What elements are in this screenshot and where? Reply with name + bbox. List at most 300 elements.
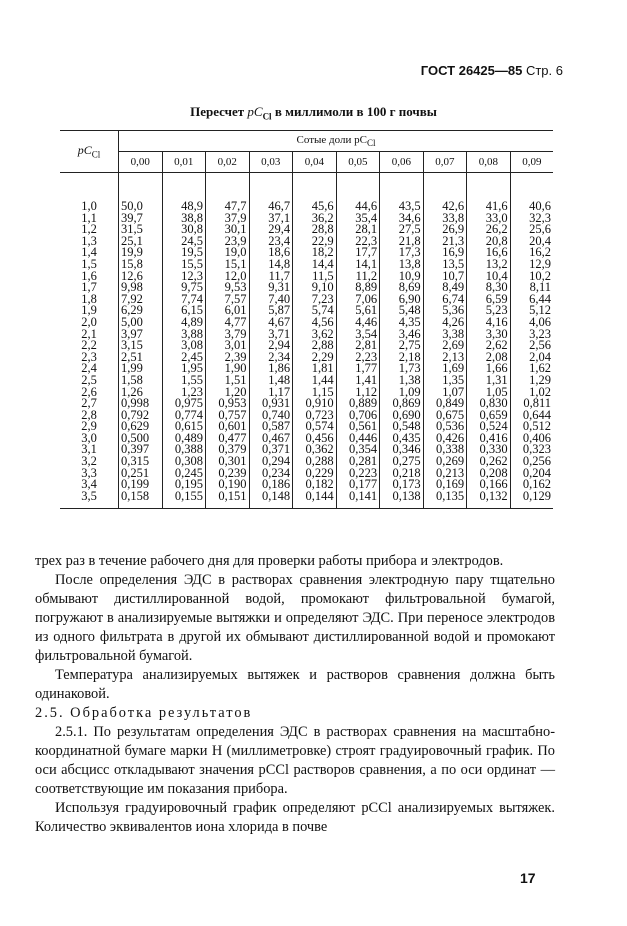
table-cell: 1,81: [293, 363, 337, 375]
table-cell: 4,35: [380, 317, 424, 329]
table-cell: 8,89: [336, 282, 380, 294]
table-cell: 46,7: [249, 173, 293, 213]
row-header-symbol: pC: [77, 143, 92, 158]
column-header: 0,02: [206, 152, 250, 173]
table-cell: 2,81: [336, 340, 380, 352]
table-cell: 1,95: [162, 363, 206, 375]
table-cell: 19,5: [162, 247, 206, 259]
table-cell: 0,675: [423, 410, 467, 422]
table-cell: 0,587: [249, 421, 293, 433]
table-cell: 3,01: [206, 340, 250, 352]
table-cell: 0,199: [119, 479, 163, 491]
table-cell: 25,6: [510, 224, 553, 236]
table-cell: 26,9: [423, 224, 467, 236]
table-cell: 0,792: [119, 410, 163, 422]
table-cell: 2,45: [162, 352, 206, 364]
table-cell: 0,148: [249, 491, 293, 509]
table-cell: 23,4: [249, 236, 293, 248]
table-cell: 5,48: [380, 305, 424, 317]
table-cell: 5,23: [467, 305, 511, 317]
table-cell: 0,524: [467, 421, 511, 433]
column-header: 0,06: [380, 152, 424, 173]
table-cell: 0,416: [467, 433, 511, 445]
table-cell: 0,574: [293, 421, 337, 433]
table-cell: 1,31: [467, 375, 511, 387]
row-label: 1,0: [81, 199, 97, 213]
table-cell: 0,426: [423, 433, 467, 445]
table-cell: 0,169: [423, 479, 467, 491]
table-cell: 0,173: [380, 479, 424, 491]
table-cell: 0,931: [249, 398, 293, 410]
table-cell: 11,7: [249, 271, 293, 283]
row-label: 3,3: [81, 465, 97, 480]
table-cell: 0,388: [162, 444, 206, 456]
table-cell: 45,6: [293, 173, 337, 213]
table-cell: 1,44: [293, 375, 337, 387]
column-header: 0,04: [293, 152, 337, 173]
table-cell: 0,889: [336, 398, 380, 410]
page-header: [388, 63, 563, 78]
row-label: 1,2: [81, 222, 97, 237]
table-cell: 14,8: [249, 259, 293, 271]
table-cell: 3,71: [249, 329, 293, 341]
table-cell: 0,362: [293, 444, 337, 456]
table-cell: 0,234: [249, 468, 293, 480]
page-number: 17: [520, 870, 536, 886]
table-cell: 37,1: [249, 213, 293, 225]
table-cell: 5,00: [119, 317, 163, 329]
group-header-label: Сотые доли pC: [296, 133, 367, 146]
table-cell: 22,9: [293, 236, 337, 248]
table-cell: 0,644: [510, 410, 553, 422]
table-cell: 28,1: [336, 224, 380, 236]
table-cell: 0,229: [293, 468, 337, 480]
row-label: 2,7: [81, 396, 97, 411]
table-cell: 11,2: [336, 271, 380, 283]
table-cell: 8,49: [423, 282, 467, 294]
table-cell: 2,51: [119, 352, 163, 364]
table-cell: 17,7: [336, 247, 380, 259]
table-cell: 1,90: [206, 363, 250, 375]
table-cell: 0,659: [467, 410, 511, 422]
table-cell: 3,88: [162, 329, 206, 341]
table-cell: 23,9: [206, 236, 250, 248]
table-cell: 14,4: [293, 259, 337, 271]
table-cell: 19,9: [119, 247, 163, 259]
paragraph-2: После определения ЭДС в растворах сравнения электродную пару тщательно обмывают дистиллированной водой, промокают фильтровальной бумагой, погружают в анализируемые вытяжки и определяют ЭДС. При переносе электродов из одного фильтрата в другой их обмывают дистиллированной водой и промокают фильтровальной бумагой.: [35, 572, 555, 664]
table-row: [60, 491, 553, 509]
table-cell: 50,0: [119, 173, 163, 213]
table-cell: 2,13: [423, 352, 467, 364]
table-cell: 0,239: [206, 468, 250, 480]
table-cell: 1,12: [336, 387, 380, 399]
table-cell: 18,6: [249, 247, 293, 259]
table-cell: 2,39: [206, 352, 250, 364]
paragraph-1: трех раз в течение рабочего дня для проверки работы прибора и электродов.: [35, 553, 504, 569]
row-header-cell: [60, 131, 119, 173]
table-cell: 15,8: [119, 259, 163, 271]
table-cell: 1,35: [423, 375, 467, 387]
table-cell: 2,88: [293, 340, 337, 352]
table-cell: 12,6: [119, 271, 163, 283]
table-cell: 0,262: [467, 456, 511, 468]
table-cell: 0,195: [162, 479, 206, 491]
group-header-sub: Cl: [366, 138, 376, 149]
table-cell: 3,08: [162, 340, 206, 352]
table-cell: 0,275: [380, 456, 424, 468]
table-cell: 1,23: [162, 387, 206, 399]
table-cell: 4,26: [423, 317, 467, 329]
table-cell: 2,69: [423, 340, 467, 352]
page-label: Стр. 6: [525, 63, 563, 78]
row-label: 1,1: [81, 210, 97, 225]
table-cell: 0,155: [162, 491, 206, 509]
table-cell: 9,98: [119, 282, 163, 294]
table-cell: 13,2: [467, 259, 511, 271]
table-cell: 35,4: [336, 213, 380, 225]
table-cell: 3,46: [380, 329, 424, 341]
table-cell: 0,315: [119, 456, 163, 468]
table-cell: 4,16: [467, 317, 511, 329]
table-cell: 7,57: [206, 294, 250, 306]
table-cell: 1,41: [336, 375, 380, 387]
column-header: 0,07: [423, 152, 467, 173]
column-header: 0,05: [336, 152, 380, 173]
row-header-sub: Cl: [91, 149, 101, 160]
table-cell: 1,07: [423, 387, 467, 399]
row-label: 1,4: [81, 245, 97, 260]
table-cell: 3,62: [293, 329, 337, 341]
table-cell: 2,29: [293, 352, 337, 364]
table-cell: 0,953: [206, 398, 250, 410]
table-cell: 5,12: [510, 305, 553, 317]
row-label: 2,5: [81, 372, 97, 387]
table-cell: 25,1: [119, 236, 163, 248]
table-cell: 11,5: [293, 271, 337, 283]
table-cell: 0,975: [162, 398, 206, 410]
table-cell: 5,87: [249, 305, 293, 317]
column-header: 0,00: [119, 152, 163, 173]
table-cell: 24,5: [162, 236, 206, 248]
table-cell: 3,15: [119, 340, 163, 352]
table-cell: 3,54: [336, 329, 380, 341]
table-cell: 41,6: [467, 173, 511, 213]
body-text: [35, 552, 555, 837]
table-cell: 27,5: [380, 224, 424, 236]
table-cell: 2,94: [249, 340, 293, 352]
caption-prefix: Пересчет: [190, 104, 245, 119]
table-cell: 0,346: [380, 444, 424, 456]
table-cell: 0,774: [162, 410, 206, 422]
table-cell: 6,01: [206, 305, 250, 317]
table-cell: 43,5: [380, 173, 424, 213]
table-cell: 6,59: [467, 294, 511, 306]
paragraph-3: Температура анализируемых вытяжек и растворов сравнения должна быть одинаковой.: [35, 667, 555, 702]
table-cell: 6,90: [380, 294, 424, 306]
table-cell: 0,190: [206, 479, 250, 491]
row-label: 1,8: [81, 291, 97, 306]
row-label: 3,1: [81, 442, 97, 457]
table-cell: 0,166: [467, 479, 511, 491]
table-cell: 0,500: [119, 433, 163, 445]
table-cell: 5,36: [423, 305, 467, 317]
table-cell: 3,79: [206, 329, 250, 341]
table-cell: 0,144: [293, 491, 337, 509]
row-label: 3,0: [81, 430, 97, 445]
table-cell: 0,182: [293, 479, 337, 491]
table-cell: 30,8: [162, 224, 206, 236]
row-label: 3,5: [60, 491, 119, 509]
table-cell: 2,56: [510, 340, 553, 352]
table-cell: 1,05: [467, 387, 511, 399]
table-cell: 1,48: [249, 375, 293, 387]
table-cell: 0,467: [249, 433, 293, 445]
table-cell: 0,177: [336, 479, 380, 491]
table-cell: 0,330: [467, 444, 511, 456]
table-cell: 0,218: [380, 468, 424, 480]
table-cell: 5,61: [336, 305, 380, 317]
table-cell: 1,26: [119, 387, 163, 399]
table-cell: 4,46: [336, 317, 380, 329]
table-cell: 0,406: [510, 433, 553, 445]
table-cell: 0,536: [423, 421, 467, 433]
table-cell: 42,6: [423, 173, 467, 213]
table-cell: 0,998: [119, 398, 163, 410]
table-cell: 7,74: [162, 294, 206, 306]
table-cell: 1,38: [380, 375, 424, 387]
table-cell: 1,17: [249, 387, 293, 399]
table-cell: 0,849: [423, 398, 467, 410]
table-cell: 0,204: [510, 468, 553, 480]
table-cell: 44,6: [336, 173, 380, 213]
table-cell: 1,69: [423, 363, 467, 375]
table-cell: 0,615: [162, 421, 206, 433]
table-cell: 9,31: [249, 282, 293, 294]
table-cell: 0,281: [336, 456, 380, 468]
table-cell: 0,435: [380, 433, 424, 445]
row-label: 2,9: [81, 419, 97, 434]
column-header-row: [60, 152, 553, 173]
table-cell: 1,99: [119, 363, 163, 375]
table-cell: 0,446: [336, 433, 380, 445]
table-cell: 0,135: [423, 491, 467, 509]
table-cell: 1,09: [380, 387, 424, 399]
table-cell: 1,15: [293, 387, 337, 399]
table-cell: 32,3: [510, 213, 553, 225]
table-cell: 0,251: [119, 468, 163, 480]
table-cell: 0,294: [249, 456, 293, 468]
table-cell: 2,75: [380, 340, 424, 352]
table-cell: 2,62: [467, 340, 511, 352]
table-cell: 1,20: [206, 387, 250, 399]
table-cell: 0,456: [293, 433, 337, 445]
table-cell: 2,18: [380, 352, 424, 364]
table-cell: 38,8: [162, 213, 206, 225]
paragraph-4: 2.5.1. По результатам определения ЭДС в растворах сравнения на масштабно-координатной бумаге марки Н (миллиметровке) строят градуировочный график. По оси абсцисс откладывают значения pCCl растворов сравнения, а по оси ординат — соответствующие им показания прибора.: [35, 724, 555, 797]
table-cell: 17,3: [380, 247, 424, 259]
table-cell: 1,77: [336, 363, 380, 375]
table-cell: 4,56: [293, 317, 337, 329]
table-cell: 2,34: [249, 352, 293, 364]
table-cell: 1,66: [467, 363, 511, 375]
table-cell: 10,9: [380, 271, 424, 283]
table-cell: 21,8: [380, 236, 424, 248]
caption-symbol-sub: Cl: [262, 111, 272, 122]
table-cell: 18,2: [293, 247, 337, 259]
column-header: 0,03: [249, 152, 293, 173]
table-cell: 0,548: [380, 421, 424, 433]
table-cell: 13,5: [423, 259, 467, 271]
table-cell: 0,706: [336, 410, 380, 422]
table-cell: 0,158: [119, 491, 163, 509]
table-cell: 1,51: [206, 375, 250, 387]
table-cell: 1,62: [510, 363, 553, 375]
table-cell: 1,73: [380, 363, 424, 375]
table-cell: 9,75: [162, 282, 206, 294]
table-cell: 19,0: [206, 247, 250, 259]
table-cell: 20,8: [467, 236, 511, 248]
table-cell: 29,4: [249, 224, 293, 236]
table-cell: 0,132: [467, 491, 511, 509]
table-caption: [0, 104, 627, 122]
table-cell: 1,29: [510, 375, 553, 387]
table-cell: 1,02: [510, 387, 553, 399]
table-cell: 2,08: [467, 352, 511, 364]
table-cell: 0,512: [510, 421, 553, 433]
table-cell: 26,2: [467, 224, 511, 236]
table-cell: 0,269: [423, 456, 467, 468]
table-cell: 0,208: [467, 468, 511, 480]
table-cell: 3,30: [467, 329, 511, 341]
table-cell: 14,1: [336, 259, 380, 271]
table-cell: 0,910: [293, 398, 337, 410]
table-cell: 0,245: [162, 468, 206, 480]
table-cell: 10,7: [423, 271, 467, 283]
table-cell: 4,67: [249, 317, 293, 329]
row-label: 2,6: [81, 384, 97, 399]
table-cell: 0,561: [336, 421, 380, 433]
table-cell: 0,830: [467, 398, 511, 410]
table-cell: 0,338: [423, 444, 467, 456]
table-cell: 15,1: [206, 259, 250, 271]
table-cell: 48,9: [162, 173, 206, 213]
table-cell: 16,9: [423, 247, 467, 259]
table-cell: 47,7: [206, 173, 250, 213]
table-cell: 0,323: [510, 444, 553, 456]
table-cell: 9,53: [206, 282, 250, 294]
table-cell: 1,58: [119, 375, 163, 387]
table-cell: 3,97: [119, 329, 163, 341]
table-cell: 0,740: [249, 410, 293, 422]
table-cell: 3,38: [423, 329, 467, 341]
table-cell: 0,397: [119, 444, 163, 456]
table-cell: 0,308: [162, 456, 206, 468]
table-cell: 8,11: [510, 282, 553, 294]
table-body: [60, 173, 553, 509]
table-cell: 2,23: [336, 352, 380, 364]
table-cell: 34,6: [380, 213, 424, 225]
table-cell: 6,29: [119, 305, 163, 317]
table-cell: 7,23: [293, 294, 337, 306]
table-cell: 31,5: [119, 224, 163, 236]
table-cell: 40,6: [510, 173, 553, 213]
table-cell: 4,77: [206, 317, 250, 329]
table-cell: 0,186: [249, 479, 293, 491]
row-label: 2,1: [81, 326, 97, 341]
row-label: 1,3: [81, 233, 97, 248]
table-cell: 0,811: [510, 398, 553, 410]
table-cell: 10,2: [510, 271, 553, 283]
table-cell: 16,6: [467, 247, 511, 259]
row-label: 1,5: [81, 256, 97, 271]
table-cell: 6,74: [423, 294, 467, 306]
table-cell: 6,15: [162, 305, 206, 317]
group-header-cell: [119, 131, 554, 152]
row-label: 1,9: [81, 303, 97, 318]
row-label: 1,6: [81, 268, 97, 283]
table-cell: 15,5: [162, 259, 206, 271]
section-heading: 2.5. Обработка результатов: [35, 705, 253, 721]
row-label: 3,2: [81, 454, 97, 469]
table-cell: 0,162: [510, 479, 553, 491]
table-cell: 0,141: [336, 491, 380, 509]
table-cell: 0,629: [119, 421, 163, 433]
table-cell: 0,213: [423, 468, 467, 480]
table-cell: 4,89: [162, 317, 206, 329]
table-cell: 0,223: [336, 468, 380, 480]
table-cell: 0,151: [206, 491, 250, 509]
table-cell: 0,601: [206, 421, 250, 433]
row-label: 3,4: [81, 477, 97, 492]
table-cell: 8,69: [380, 282, 424, 294]
table-cell: 0,757: [206, 410, 250, 422]
table-cell: 7,92: [119, 294, 163, 306]
column-header: 0,01: [162, 152, 206, 173]
table-cell: 3,23: [510, 329, 553, 341]
table-cell: 22,3: [336, 236, 380, 248]
table-cell: 12,9: [510, 259, 553, 271]
caption-symbol: pC: [247, 104, 263, 119]
table-cell: 0,288: [293, 456, 337, 468]
table-cell: 30,1: [206, 224, 250, 236]
row-label: 2,2: [81, 338, 97, 353]
table-cell: 37,9: [206, 213, 250, 225]
paragraph-5: Используя градуировочный график определяют pCCl анализируемых вытяжек. Количество эквивалентов иона хлорида в почве: [35, 800, 555, 835]
table-cell: 7,40: [249, 294, 293, 306]
table-cell: 39,7: [119, 213, 163, 225]
table-cell: 5,74: [293, 305, 337, 317]
table-cell: 0,129: [510, 491, 553, 509]
table-cell: 1,55: [162, 375, 206, 387]
caption-suffix: в миллимоли в 100 г почвы: [274, 104, 437, 119]
table-cell: 0,256: [510, 456, 553, 468]
column-header: 0,09: [510, 152, 553, 173]
row-label: 2,3: [81, 349, 97, 364]
table-cell: 7,06: [336, 294, 380, 306]
table-cell: 0,690: [380, 410, 424, 422]
standard-number: ГОСТ 26425—85: [420, 63, 523, 78]
table-cell: 13,8: [380, 259, 424, 271]
column-header: 0,08: [467, 152, 511, 173]
table-cell: 36,2: [293, 213, 337, 225]
row-label: 2,0: [81, 314, 97, 329]
table-cell: 0,723: [293, 410, 337, 422]
table-cell: 0,869: [380, 398, 424, 410]
table-row: [60, 173, 553, 213]
table-cell: 33,0: [467, 213, 511, 225]
table-cell: 0,138: [380, 491, 424, 509]
table-cell: 21,3: [423, 236, 467, 248]
